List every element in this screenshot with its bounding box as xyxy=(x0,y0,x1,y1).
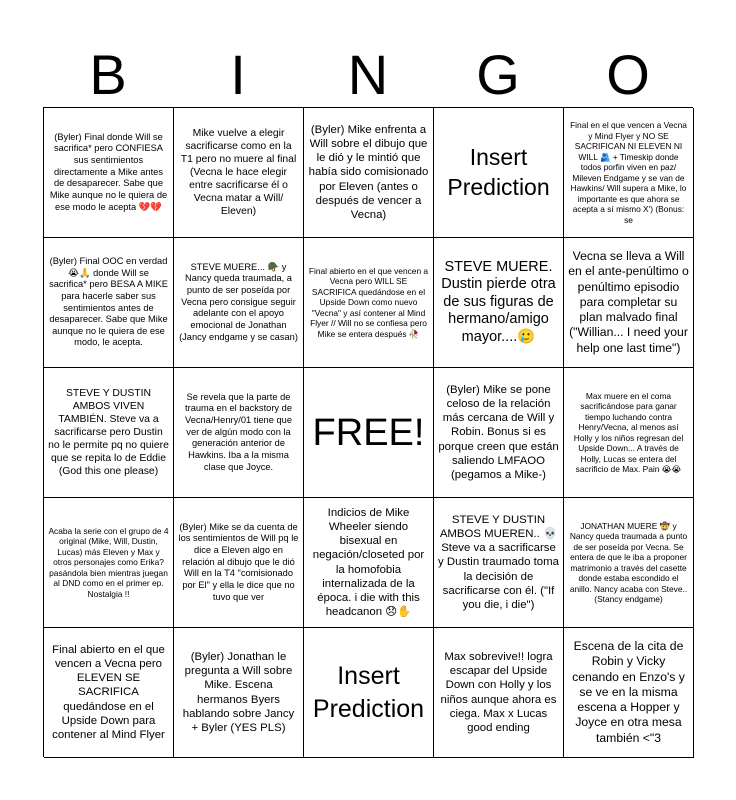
bingo-cell-r5-c1[interactable]: Final abierto en el que vencen a Vecna pero ELEVEN SE SACRIFICA quedándose en el Upside Down para contener al Mind Flyer xyxy=(44,628,174,758)
bingo-cell-r4-c5[interactable]: JONATHAN MUERE 🤠 y Nancy queda traumada a punto de ser poseída por Vecna. Se entera de que le iba a proponer matrimonio a través del casette donde estaba escondido el anillo. Nancy acaba con Steve.. (Stancy endgame) xyxy=(564,498,694,628)
header-letter-i: I xyxy=(230,43,246,106)
bingo-cell-r3-c1[interactable]: STEVE Y DUSTIN AMBOS VIVEN TAMBIÉN. Steve va a sacrificarse pero Dustin no le permite pq no quiere que se repita lo de Eddie (God this one please) xyxy=(44,368,174,498)
bingo-cell-r2-c3[interactable]: Final abierto en el que vencen a Vecna pero WILL SE SACRIFICA quedándose en el Upside Down como nuevo "Vecna" y así contener al Mind Flyer // Will no se confiesa pero Mike se entera después 🥀 xyxy=(304,238,434,368)
bingo-cell-r1-c4[interactable]: Insert Prediction xyxy=(434,108,564,238)
bingo-header xyxy=(43,44,693,106)
bingo-card xyxy=(43,107,693,757)
bingo-cell-r2-c4[interactable]: STEVE MUERE. Dustin pierde otra de sus figuras de hermano/amigo mayor....🥲 xyxy=(434,238,564,368)
bingo-cell-r2-c2[interactable]: STEVE MUERE... 🪖 y Nancy queda traumada, a punto de ser poseída por Vecna pero consigue seguir adelante con el apoyo emocional de Jonathan (Jancy endgame y se casan) xyxy=(174,238,304,368)
header-letter-g: G xyxy=(476,43,520,106)
header-letter-n: N xyxy=(347,43,389,106)
bingo-cell-r4-c4[interactable]: STEVE Y DUSTIN AMBOS MUEREN.. 💀 Steve va a sacrificarse y Dustin traumado toma la decisión de sacrificarse con él. ("If you die, i die") xyxy=(434,498,564,628)
bingo-cell-r2-c5[interactable]: Vecna se lleva a Will en el ante-penúltimo o penúltimo episodio para completar su plan malvado final ("Willian... I need your help one last time") xyxy=(564,238,694,368)
header-letter-b: B xyxy=(89,43,127,106)
bingo-cell-r3-c5[interactable]: Max muere en el coma sacrificándose para ganar tiempo luchando contra Henry/Vecna, al menos así Holly y los niños regresan del Upside Down... A través de Holly, Lucas se entera del sacrificio de Max. Pain 😭😭 xyxy=(564,368,694,498)
bingo-cell-r3-c4[interactable]: (Byler) Mike se pone celoso de la relación más cercana de Will y Robin. Bonus si es porque creen que están saliendo LMFAOO (pegamos a Mike-) xyxy=(434,368,564,498)
bingo-cell-r1-c5[interactable]: Final en el que vencen a Vecna y Mind Flyer y NO SE SACRIFICAN NI ELEVEN NI WILL 🫂 + Timeskip donde todos porfin viven en paz/ Mileven Endgame y se van de Hawkins/ Will supera a Mike, lo importante es que ahora se acepta a sí mismo X') (Bonus: se xyxy=(564,108,694,238)
bingo-cell-r1-c2[interactable]: Mike vuelve a elegir sacrificarse como en la T1 pero no muere al final (Vecna le hace elegir entre sacrificarse él o Vecna matar a Will/ Eleven) xyxy=(174,108,304,238)
bingo-cell-r5-c4[interactable]: Max sobrevive!! logra escapar del Upside Down con Holly y los niños aunque ahora es ciega. Max x Lucas good ending xyxy=(434,628,564,758)
bingo-cell-r5-c2[interactable]: (Byler) Jonathan le pregunta a Will sobre Mike. Escena hermanos Byers hablando sobre Jancy + Byler (YES PLS) xyxy=(174,628,304,758)
bingo-cell-r5-c3[interactable]: Insert Prediction xyxy=(304,628,434,758)
bingo-cell-r3-c2[interactable]: Se revela que la parte de trauma en el backstory de Vecna/Henry/01 tiene que ver de algún modo con la generación anterior de Hawkins. Iba a la misma clase que Joyce. xyxy=(174,368,304,498)
bingo-cell-r2-c1[interactable]: (Byler) Final OOC en verdad 😭🙏 donde Will se sacrifica* pero BESA A MIKE para hacerle saber sus sentimientos antes de desaparecer. Sabe que Mike aunque no le quiera de ese modo, le acepta. xyxy=(44,238,174,368)
header-letter-o: O xyxy=(606,43,650,106)
bingo-cell-r1-c1[interactable]: (Byler) Final donde Will se sacrifica* pero CONFIESA sus sentimientos directamente a Mike antes de desaparecer. Sabe que Mike aunque no le quiera de ese modo le acepta 💔💔 xyxy=(44,108,174,238)
bingo-cell-r5-c5[interactable]: Escena de la cita de Robin y Vicky cenando en Enzo's y se ve en la misma escena a Hopper y Joyce en otra mesa también <"3 xyxy=(564,628,694,758)
bingo-cell-r4-c1[interactable]: Acaba la serie con el grupo de 4 original (Mike, Will, Dustin, Lucas) más Eleven y Max y otros personajes como Erika?pasándola bien mientras juegan al DND como en el primer ep. Nostalgia !! xyxy=(44,498,174,628)
free-space[interactable]: FREE! xyxy=(304,368,434,498)
bingo-cell-r4-c3[interactable]: Indicios de Mike Wheeler siendo bisexual en negación/closeted por la homofobia internalizada de la época. i die with this headcanon 😞✋ xyxy=(304,498,434,628)
bingo-cell-r4-c2[interactable]: (Byler) Mike se da cuenta de los sentimientos de Will pq le dice a Eleven algo en relación al dibujo que le dió Will en la T4 "comisionado por El" y ella le dice que no tuvo que ver xyxy=(174,498,304,628)
bingo-cell-r1-c3[interactable]: (Byler) Mike enfrenta a Will sobre el dibujo que le dió y le mintió que había sido comisionado por Eleven (antes o después de vencer a Vecna) xyxy=(304,108,434,238)
